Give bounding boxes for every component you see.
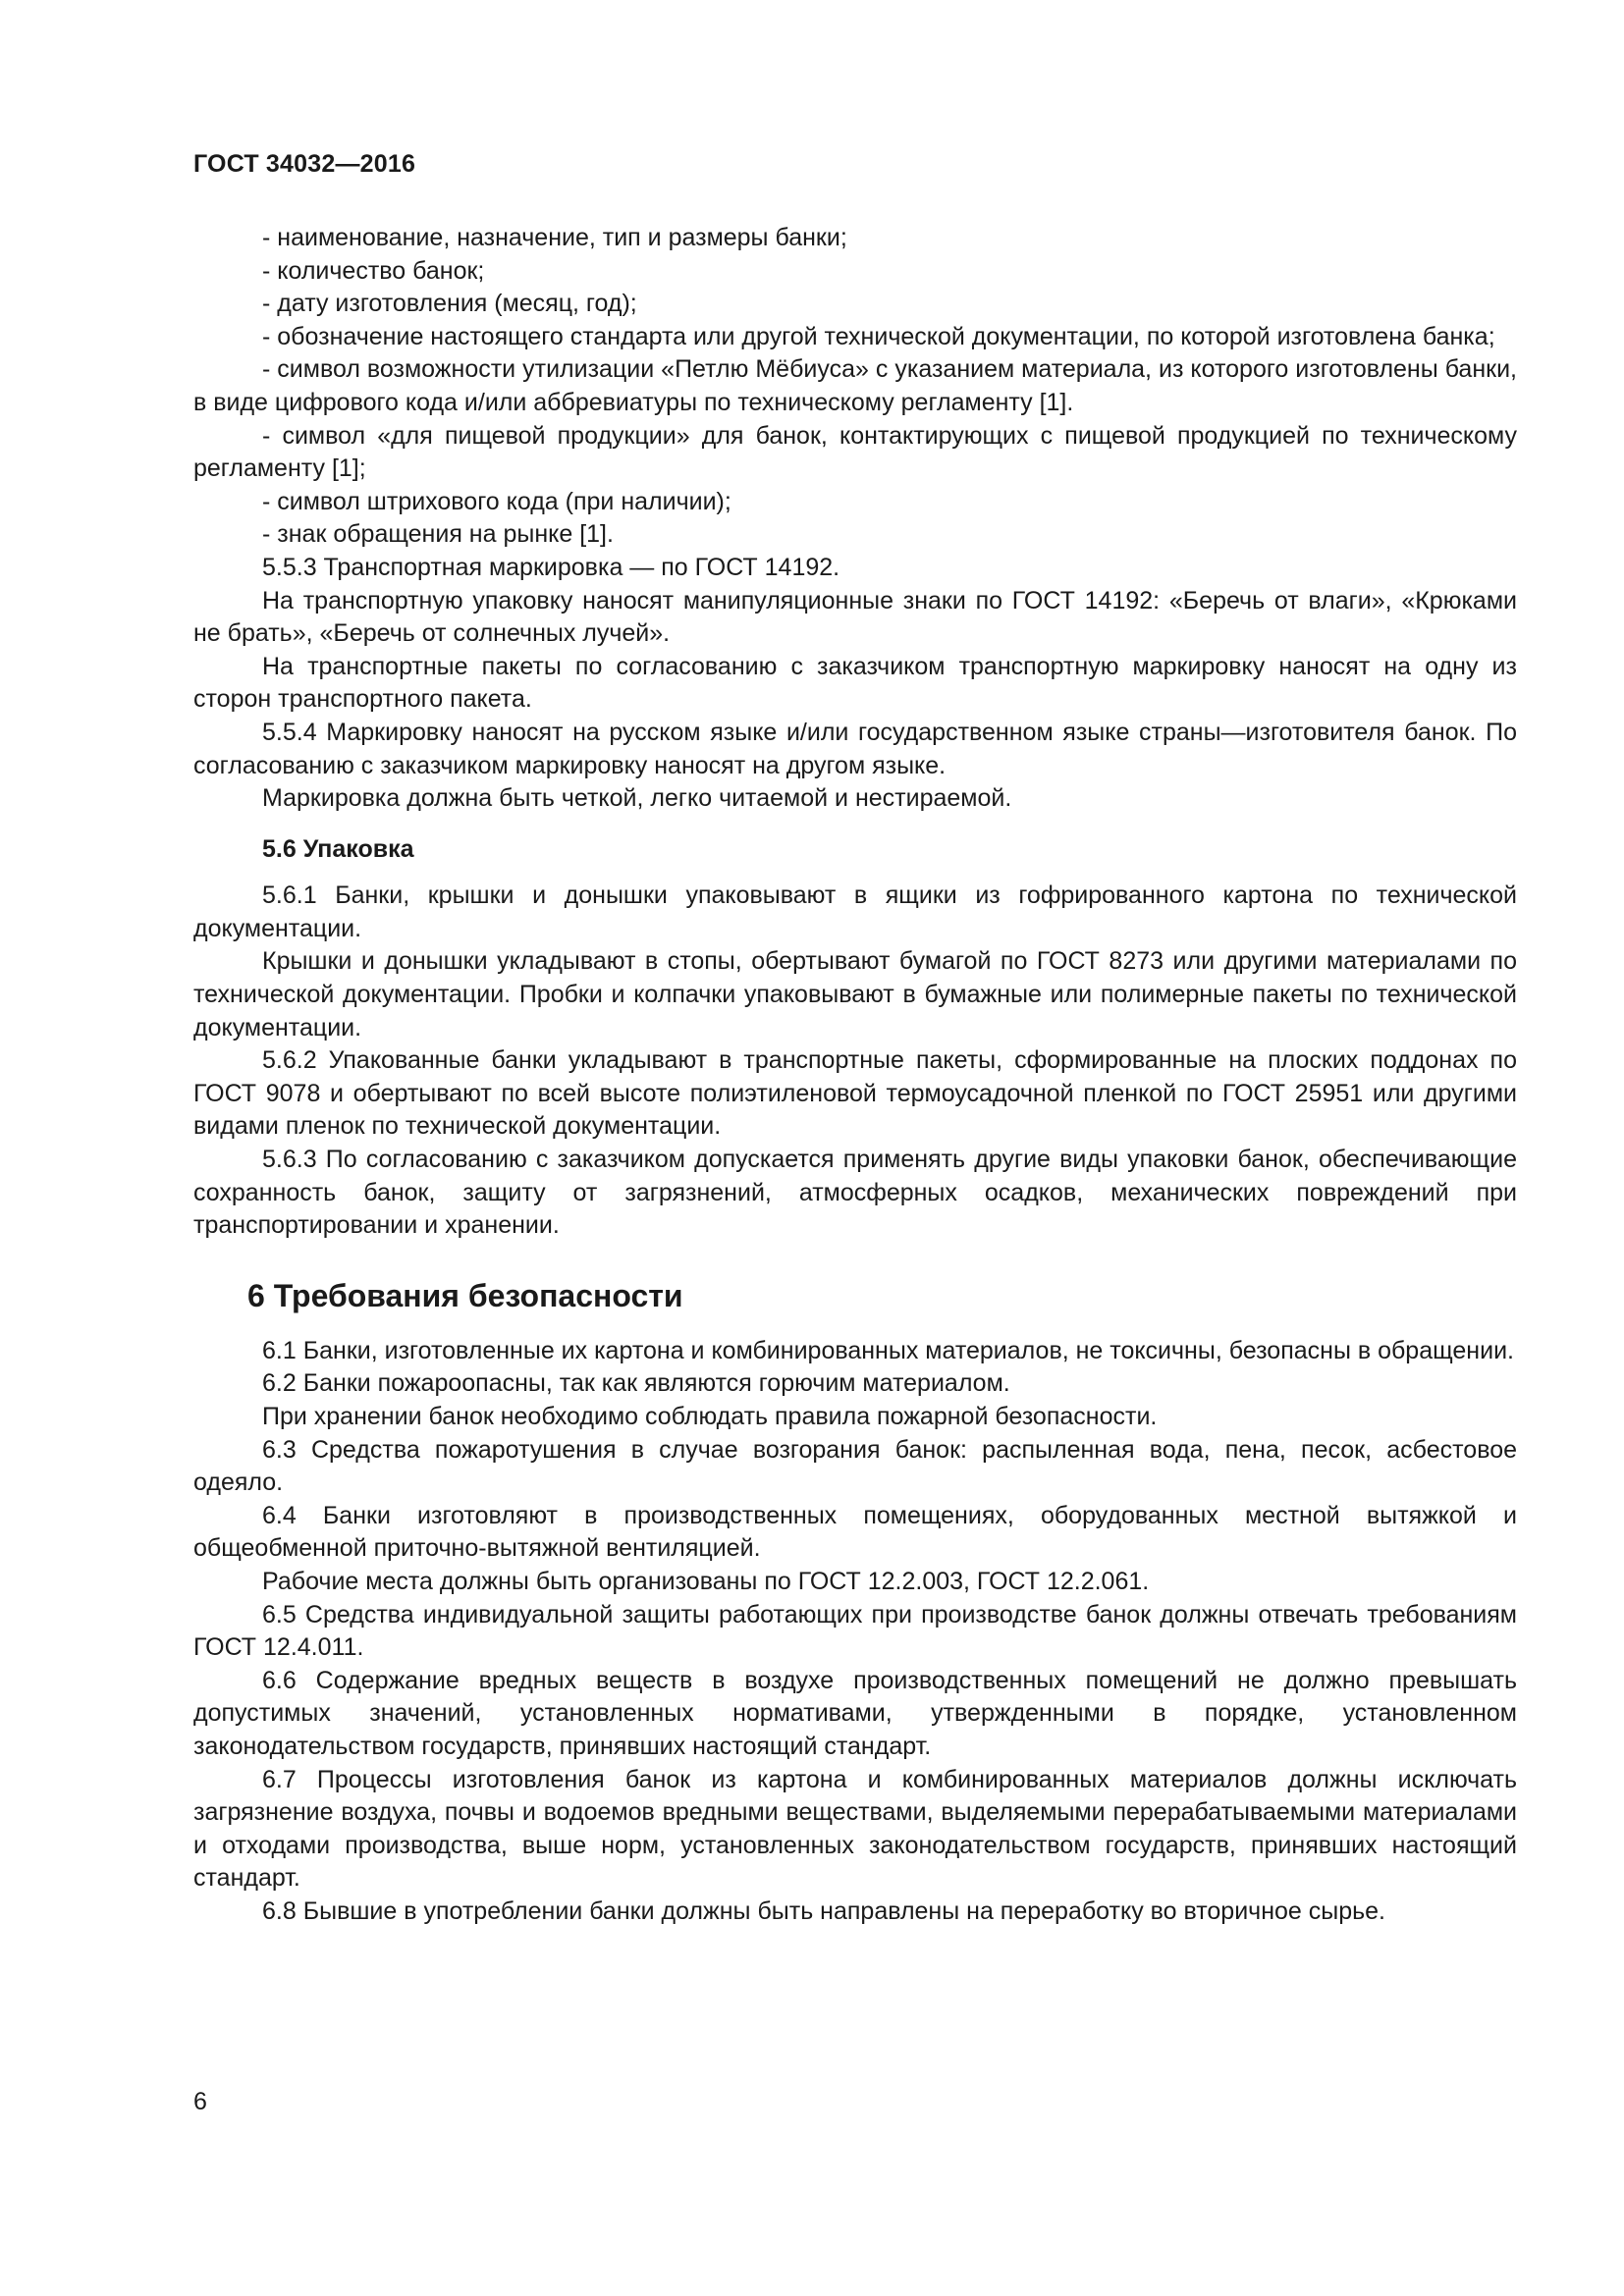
list-item: - знак обращения на рынке [1].: [262, 520, 614, 549]
list-item: - символ штрихового кода (при наличии);: [262, 487, 731, 515]
marking-paragraph: 5.5.4 Маркировку наносят на русском языке и/или государственном языке страны—изготовителя банок. По согласованию с заказчиком маркировку наносят на другом языке.: [193, 718, 1517, 779]
list-item: - наименование, назначение, тип и размеры банки;: [262, 224, 847, 251]
page-number: 6: [193, 2088, 207, 2115]
packaging-paragraph: 5.6.2 Упакованные банки укладывают в транспортные пакеты, сформированные на плоских поддонах по ГОСТ 9078 и обертывают по всей высоте полиэтиленовой термоусадочной пленкой по ГОСТ 25951 или другими видами пленок по технической документации.: [193, 1046, 1517, 1141]
packaging-paragraph: 5.6.3 По согласованию с заказчиком допускается применять другие виды упаковки банок, обеспечивающие сохранность банок, защиту от загрязнений, атмосферных осадков, механических повреждений при транспортировании и хранении.: [193, 1146, 1517, 1240]
list-item: - количество банок;: [262, 256, 485, 285]
marking-paragraph: 5.5.3 Транспортная маркировка — по ГОСТ 14192.: [262, 553, 840, 581]
safety-paragraph: 6.2 Банки пожароопасны, так как являются горючим материалом.: [262, 1369, 1010, 1398]
safety-paragraph: 6.1 Банки, изготовленные их картона и комбинированных материалов, не токсичны, безопасны в обращении.: [262, 1336, 1514, 1364]
safety-section-title: 6 Требования безопасности: [247, 1277, 683, 1313]
safety-paragraph: 6.8 Бывшие в употреблении банки должны быть направлены на переработку во вторичное сырье.: [262, 1896, 1386, 1925]
packaging-paragraph: Крышки и донышки укладывают в стопы, обертывают бумагой по ГОСТ 8273 или другими материалами по технической документации. Пробки и колпачки упаковывают в бумажные или полимерные пакеты по технической документации.: [193, 947, 1517, 1041]
packaging-heading: 5.6 Упаковка: [262, 834, 414, 863]
safety-paragraph: Рабочие места должны быть организованы по ГОСТ 12.2.003, ГОСТ 12.2.061.: [262, 1567, 1150, 1595]
marking-paragraph: На транспортные пакеты по согласованию с заказчиком транспортную маркировку наносят на одну из сторон транспортного пакета.: [193, 652, 1517, 714]
list-item: - обозначение настоящего стандарта или другой технической документации, по которой изготовлена банка;: [262, 322, 1495, 350]
packaging-paragraph: 5.6.1 Банки, крышки и донышки упаковывают в ящики из гофрированного картона по технической документации.: [193, 881, 1517, 942]
safety-paragraph: При хранении банок необходимо соблюдать правила пожарной безопасности.: [262, 1403, 1158, 1430]
list-item: - символ «для пищевой продукции» для банок, контактирующих с пищевой продукцией по техническому регламенту [1];: [193, 421, 1517, 483]
marking-paragraph: Маркировка должна быть четкой, легко читаемой и нестираемой.: [262, 784, 1012, 813]
safety-paragraph: 6.3 Средства пожаротушения в случае возгорания банок: распыленная вода, пена, песок, асбестовое одеяло.: [193, 1435, 1517, 1497]
marking-paragraph: На транспортную упаковку наносят манипуляционные знаки по ГОСТ 14192: «Беречь от влаги», «Крюками не брать», «Беречь от солнечных лучей».: [193, 586, 1517, 648]
safety-paragraph: 6.5 Средства индивидуальной защиты работающих при производстве банок должны отвечать требованиям ГОСТ 12.4.011.: [193, 1600, 1517, 1662]
list-item: - символ возможности утилизации «Петлю Мёбиуса» с указанием материала, из которого изготовлены банки, в виде цифрового кода и/или аббревиатуры по техническому регламенту [1].: [193, 355, 1517, 416]
safety-paragraph: 6.4 Банки изготовляют в производственных помещениях, оборудованных местной вытяжкой и общеобменной приточно-вытяжной вентиляцией.: [193, 1501, 1517, 1563]
page-content: [193, 222, 1517, 1929]
list-item: - дату изготовления (месяц, год);: [262, 290, 637, 318]
standard-header: ГОСТ 34032—2016: [193, 150, 416, 178]
safety-paragraph: 6.7 Процессы изготовления банок из картона и комбинированных материалов должны исключать загрязнение воздуха, почвы и водоемов вредными веществами, выделяемыми перерабатываемыми материалами и отходами производства, выше норм, установленных законодательством государств, принявших настоящий стандарт.: [193, 1765, 1517, 1893]
safety-paragraph: 6.6 Содержание вредных веществ в воздухе производственных помещений не должно превышать допустимых значений, установленных нормативами, утвержденными в порядке, установленном законодательством государств, принявших настоящий стандарт.: [193, 1666, 1517, 1760]
